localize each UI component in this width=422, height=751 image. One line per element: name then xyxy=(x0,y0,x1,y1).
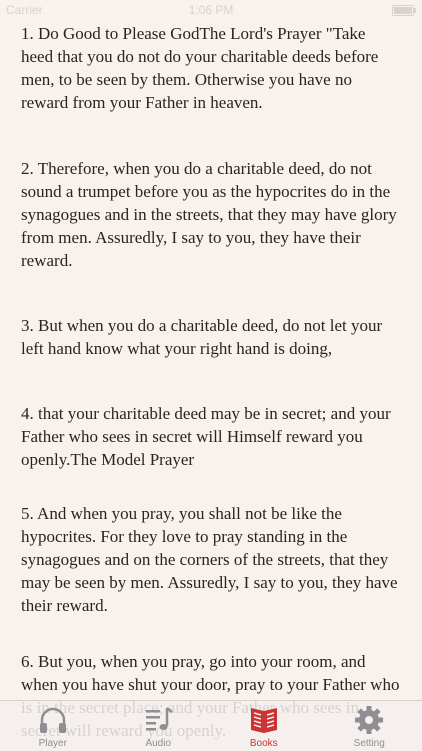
tab-label: Setting xyxy=(354,738,385,749)
tab-audio[interactable] xyxy=(106,701,212,751)
headphones-icon xyxy=(37,705,69,735)
status-bar xyxy=(0,0,422,20)
tab-setting[interactable] xyxy=(317,701,422,751)
status-time: 1:06 PM xyxy=(0,3,422,17)
tab-player[interactable] xyxy=(0,701,106,751)
tab-label: Player xyxy=(39,738,67,749)
verse-item: 5. And when you pray, you shall not be like the hypocrites. For they love to pray standing in the synagogues and on the corners of the streets, that they may be seen by men. Assuredly, I say to you, they have their reward. xyxy=(21,502,401,617)
tab-bar xyxy=(0,700,422,751)
verse-item: 2. Therefore, when you do a charitable deed, do not sound a trumpet before you as the hypocrites do in the synagogues and in the streets, that they may have glory from men. Assuredly, I say to you, they have their reward. xyxy=(21,157,401,272)
tab-books[interactable] xyxy=(211,701,317,751)
verse-item: 1. Do Good to Please GodThe Lord's Prayer "Take heed that you do not do your charitable deeds before men, to be seen by them. Otherwise you have no reward from your Father in heaven. xyxy=(21,22,401,114)
verse-list[interactable] xyxy=(0,20,422,700)
tab-label: Books xyxy=(250,738,278,749)
carrier-label: Carrier xyxy=(6,3,43,17)
battery-icon xyxy=(392,5,414,16)
verse-item: 4. that your charitable deed may be in secret; and your Father who sees in secret will Himself reward you openly.The Model Prayer xyxy=(21,402,401,471)
tab-label: Audio xyxy=(145,738,171,749)
verse-item: 6. But you, when you pray, go into your room, and when you have shut your door, pray to your Father who xyxy=(21,650,401,742)
book-icon xyxy=(248,705,280,735)
verse-item: 3. But when you do a charitable deed, do not let your left hand know what your right hand is doing, xyxy=(21,314,401,360)
music-list-icon xyxy=(142,705,174,735)
gear-icon xyxy=(353,705,385,735)
